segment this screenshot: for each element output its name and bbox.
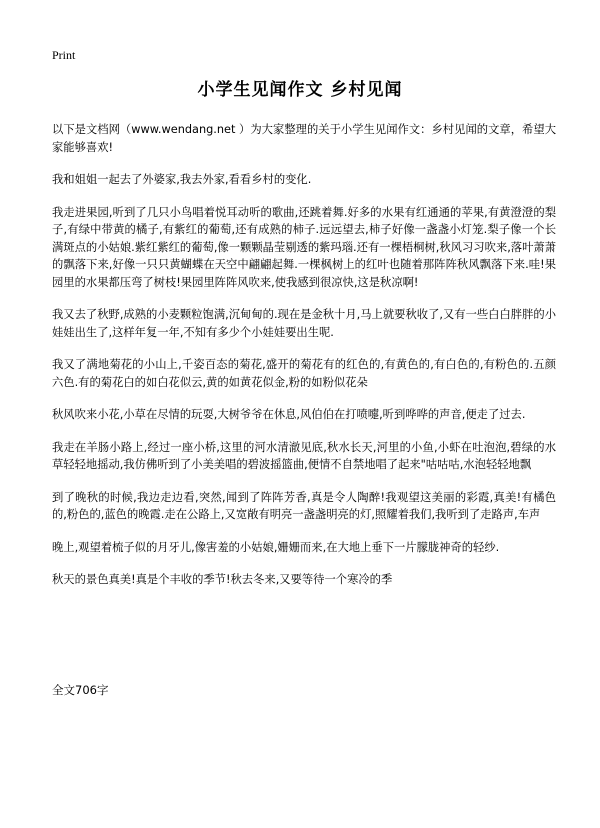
- body-paragraph: 我走在羊肠小路上,经过一座小桥,这里的河水清澈见底,秋水长天,河里的小鱼,小虾在吐泡泡,碧绿的水草轻轻地摇动,我仿佛听到了小美美唱的碧波摇篮曲,便情不自禁地唱了起来"咕咕咕,水泡轻轻地飘: [52, 440, 556, 471]
- print-link[interactable]: Print: [52, 48, 76, 62]
- article-title: 小学生见闻作文 乡村见闻: [197, 80, 403, 100]
- article-body: [52, 121, 556, 604]
- body-paragraph: 秋风吹来小花,小草在尽情的玩耍,大树爷爷在休息,风伯伯在打喷嚏,听到哗哗的声音,便走了过去.: [52, 408, 526, 421]
- intro-paragraph: 以下是文档网（www.wendang.net ）为大家整理的关于小学生见闻作文：乡村见闻的文章，希望大家能够喜欢!: [52, 123, 556, 154]
- body-paragraph: 我走进果园,听到了几只小鸟唱着悦耳动听的歌曲,还跳着舞.好多的水果有红通通的苹果,有黄澄澄的梨子,有绿中带黄的橘子,有紫红的葡萄,还有成熟的柿子.远远望去,柿子好像一盏盏小灯笼.梨子像一个长满斑点的小姑娘.紫红紫红的葡萄,像一颗颗晶莹剔透的紫玛瑙.还有一棵梧桐树,秋风习习吹来,落叶萧萧的飘落下来,好像一只只黄蝴蝶在天空中翩翩起舞.一棵枫树上的红叶也随着那阵阵秋风飘落下来.哇!果园里的水果都压弯了树枝!果园里阵阵风吹来,使我感到很凉快,这是秋凉啊!: [52, 205, 556, 289]
- word-count: 全文706字: [52, 683, 109, 697]
- body-paragraph: 我又了满地菊花的小山上,千姿百态的菊花,盛开的菊花有的红色的,有黄色的,有白色的,有粉色的.五颜六色.有的菊花白的如白花似云,黄的如黄花似金,粉的如粉似花朵: [52, 358, 556, 389]
- body-paragraph: 我和姐姐一起去了外婆家,我去外家,看看乡村的变化.: [52, 173, 312, 186]
- body-paragraph: 晚上,观望着梳子似的月牙儿,像害羞的小姑娘,姗姗而来,在大地上垂下一片朦胧神奇的轻纱.: [52, 540, 500, 554]
- body-paragraph: 到了晚秋的时候,我边走边看,突然,闻到了阵阵芳香,真是令人陶醉!我观望这美丽的彩霞,真美!有橘色的,粉色的,蓝色的晚霞.走在公路上,又宽敞有明亮一盏盏明亮的灯,照耀着我们,我听到了走路声,车声: [52, 490, 556, 521]
- body-paragraph: 秋天的景色真美!真是个丰收的季节!秋去冬来,又要等待一个寒冷的季: [52, 573, 393, 586]
- body-paragraph: 我又去了秋野,成熟的小麦颗粒饱满,沉甸甸的.现在是金秋十月,马上就要秋收了,又有一些白白胖胖的小娃娃出生了,这样年复一年,不知有多少个小娃娃要出生呢.: [52, 308, 556, 339]
